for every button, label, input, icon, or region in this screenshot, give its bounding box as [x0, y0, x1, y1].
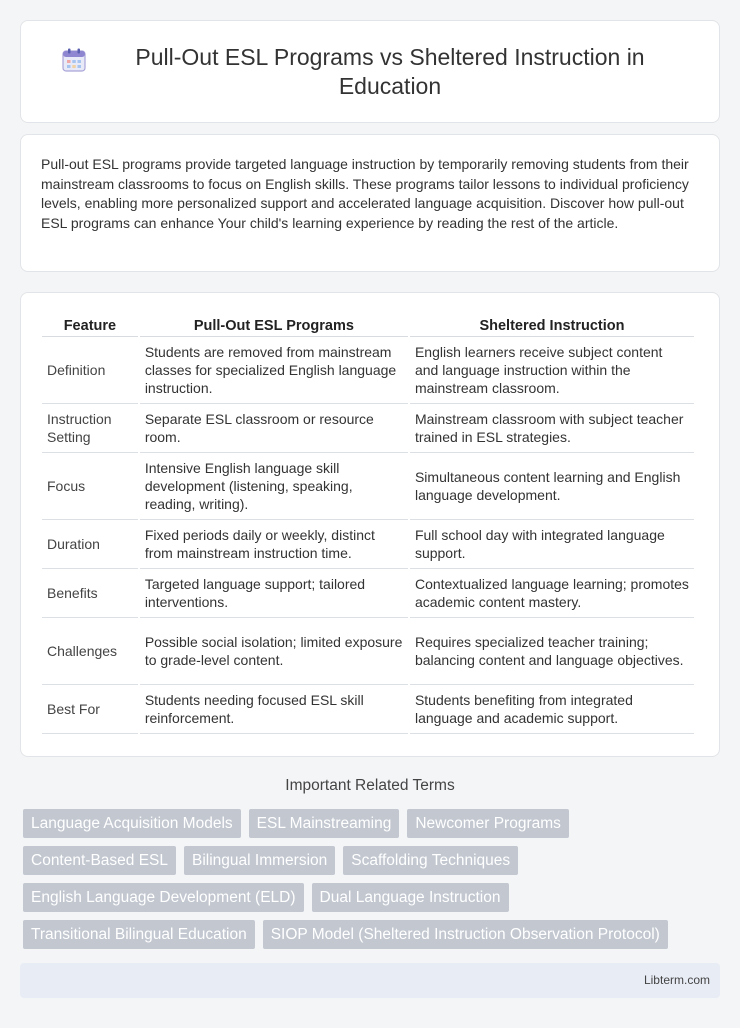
table-row — [42, 453, 694, 520]
sheltered-cell: Full school day with integrated language support. — [410, 520, 694, 569]
sheltered-cell: Contextualized language learning; promotes academic content mastery. — [410, 569, 694, 618]
table-row — [42, 569, 694, 618]
comparison-table-card — [20, 292, 720, 757]
page-title: Pull-Out ESL Programs vs Sheltered Instruction in Education — [135, 43, 645, 99]
pull-out-cell: Separate ESL classroom or resource room. — [140, 404, 408, 453]
intro-paragraph: Pull-out ESL programs provide targeted language instruction by temporarily removing students from their mainstream classrooms to focus on English skills. These programs tailor lessons to individual proficiency levels, enabling more personalized support and accelerated language acquisition. Discover how pull-out ESL programs can enhance Your child's learning experience by reading the rest of the article. — [41, 156, 689, 231]
title-card — [20, 20, 720, 123]
pull-out-cell: Students are removed from mainstream classes for specialized English language instruction. — [140, 337, 408, 404]
pull-out-cell: Possible social isolation; limited exposure to grade-level content. — [140, 618, 408, 685]
related-terms-title: Important Related Terms — [285, 777, 455, 794]
table-row — [42, 404, 694, 453]
table-row — [42, 520, 694, 569]
table-row — [42, 618, 694, 685]
calendar-icon — [61, 47, 87, 73]
feature-cell: Best For — [42, 685, 138, 734]
related-term-tag[interactable]: SIOP Model (Sheltered Instruction Observation Protocol) — [263, 920, 668, 949]
pull-out-cell: Targeted language support; tailored interventions. — [140, 569, 408, 618]
header-sheltered: Sheltered Instruction — [410, 311, 694, 337]
related-term-tag[interactable]: Content-Based ESL — [23, 846, 176, 875]
feature-cell: Instruction Setting — [42, 404, 138, 453]
feature-cell: Benefits — [42, 569, 138, 618]
feature-cell: Focus — [42, 453, 138, 520]
feature-cell: Definition — [42, 337, 138, 404]
feature-cell: Challenges — [42, 618, 138, 685]
related-term-tag[interactable]: Transitional Bilingual Education — [23, 920, 255, 949]
related-term-tag[interactable]: Scaffolding Techniques — [343, 846, 518, 875]
table-row — [42, 685, 694, 734]
sheltered-cell: Simultaneous content learning and English language development. — [410, 453, 694, 520]
table-row — [42, 337, 694, 404]
header-feature: Feature — [42, 311, 138, 337]
sheltered-cell: Requires specialized teacher training; balancing content and language objectives. — [410, 618, 694, 685]
feature-cell: Duration — [42, 520, 138, 569]
header-pull-out: Pull-Out ESL Programs — [140, 311, 408, 337]
tag-row — [23, 920, 723, 949]
sheltered-cell: Mainstream classroom with subject teacher trained in ESL strategies. — [410, 404, 694, 453]
related-terms-list — [23, 809, 723, 957]
footer-brand-link[interactable]: Libterm.com — [643, 973, 710, 987]
related-term-tag[interactable]: Dual Language Instruction — [312, 883, 509, 912]
tag-row — [23, 809, 723, 838]
tag-row — [23, 846, 723, 875]
table-header-row — [42, 311, 694, 337]
comparison-table — [40, 311, 696, 734]
pull-out-cell: Intensive English language skill development (listening, speaking, reading, writing). — [140, 453, 408, 520]
related-term-tag[interactable]: Newcomer Programs — [407, 809, 569, 838]
pull-out-cell: Fixed periods daily or weekly, distinct from mainstream instruction time. — [140, 520, 408, 569]
sheltered-cell: English learners receive subject content and language instruction within the mainstream classroom. — [410, 337, 694, 404]
footer — [20, 963, 720, 998]
pull-out-cell: Students needing focused ESL skill reinforcement. — [140, 685, 408, 734]
related-term-tag[interactable]: Language Acquisition Models — [23, 809, 241, 838]
related-term-tag[interactable]: Bilingual Immersion — [184, 846, 335, 875]
sheltered-cell: Students benefiting from integrated language and academic support. — [410, 685, 694, 734]
intro-card — [20, 134, 720, 272]
related-term-tag[interactable]: English Language Development (ELD) — [23, 883, 304, 912]
tag-row — [23, 883, 723, 912]
related-term-tag[interactable]: ESL Mainstreaming — [249, 809, 400, 838]
